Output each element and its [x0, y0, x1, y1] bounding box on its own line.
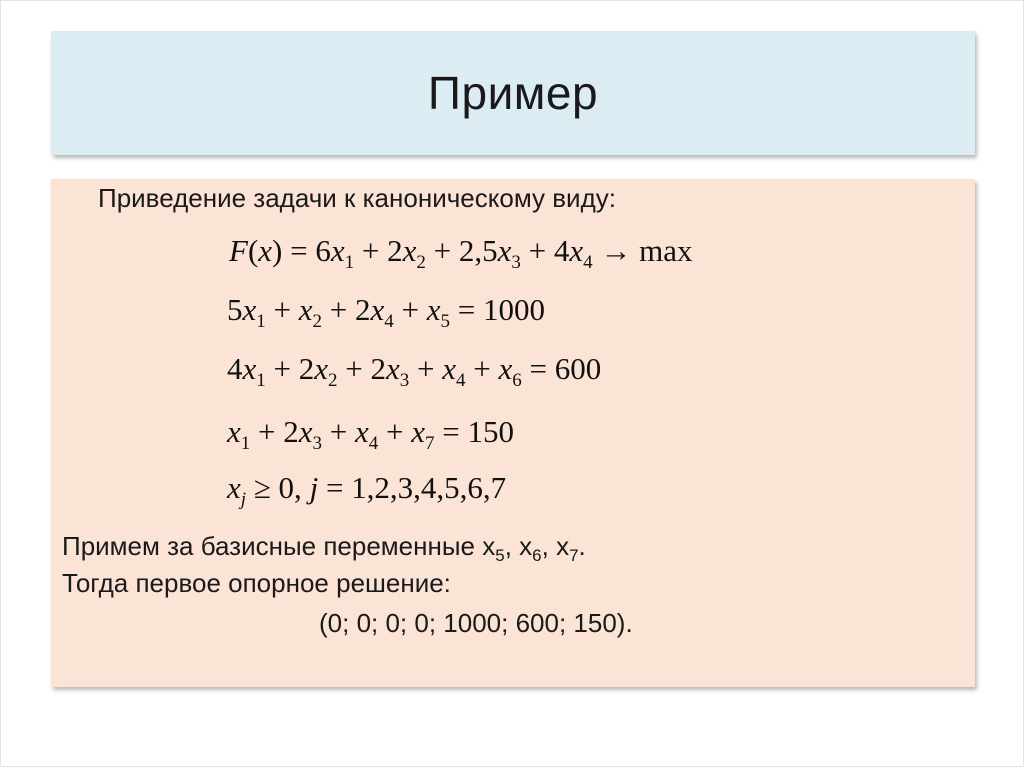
then-text: Тогда первое опорное решение:: [62, 568, 451, 598]
arrow-icon: →: [600, 233, 632, 268]
constraint-1: $5x_1 + x_2 + 2x_4 + x_5 = 1000$: [227, 292, 545, 332]
slide-title: Пример: [427, 67, 599, 119]
intro-text: Приведение задачи к каноническому виду:: [98, 183, 616, 213]
title-box: [51, 31, 975, 155]
constraint-2: $4x_1 + 2x_2 + 2x_3 + x_4 + x_6 = 600$: [227, 351, 602, 391]
objective-goal: max: [639, 233, 693, 268]
nonnegativity-condition: $x_j \ge 0$, j = 1,2,3,4,5,6,7: [227, 470, 507, 510]
content-box: [51, 179, 975, 687]
constraint-3: $x_1 + 2x_3 + x_4 + x_7 = 150$: [227, 414, 514, 454]
initial-solution: (0; 0; 0; 0; 1000; 600; 150).: [319, 608, 633, 638]
objective-function: $F(x) = 6x_1 + 2x_2 + 2,5x_3 + 4x_4 \to \max$: [229, 233, 693, 273]
basis-text: Примем за базисные переменные $x_5$, $x_6$, $x_7$.: [62, 531, 586, 565]
